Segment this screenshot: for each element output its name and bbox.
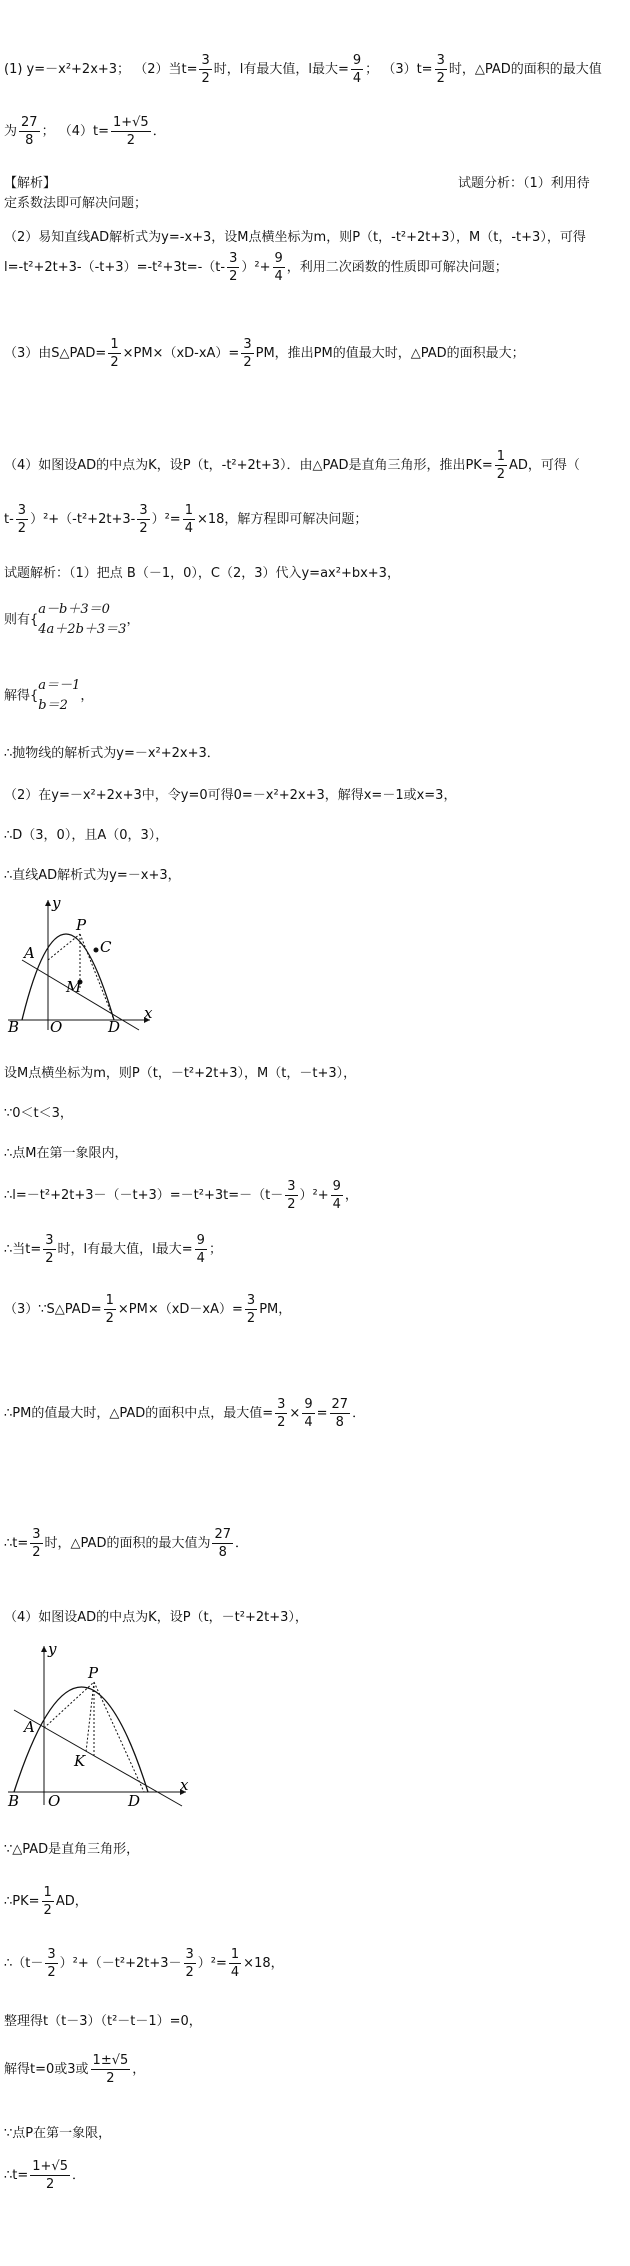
fraction: $\frac{1}{2}$ bbox=[496, 449, 506, 482]
fraction: $\frac{3}{2}$ bbox=[287, 1179, 296, 1212]
label-c: C bbox=[100, 938, 112, 956]
solution-line-5: （2）在y=－x²+2x+3中，令y=0可得0=－x²+2x+3，解得x=－1或x=3， bbox=[4, 788, 457, 803]
answer-part4-end: ． bbox=[152, 124, 166, 139]
answer-line-2 bbox=[4, 114, 166, 149]
solution-line-10: ∴点M在第一象限内， bbox=[4, 1146, 128, 1161]
fraction: $\frac{1+√5}{2}$ bbox=[32, 2159, 68, 2192]
solution-line-8: 设M点横坐标为m，则P（t，－t²+2t+3），M（t，－t+3）， bbox=[4, 1066, 357, 1081]
answer-part2-end: ； bbox=[365, 62, 379, 77]
solution-system-2: 解得{ a＝－1 b＝2 ， bbox=[4, 676, 93, 716]
answer-part3-text: （3）t= bbox=[382, 62, 433, 77]
solution-line-18: ∴PK= $\frac{1}{2}$ AD， bbox=[4, 1885, 88, 1918]
equation-system: a＝－1 b＝2 bbox=[38, 678, 81, 713]
fraction: $\frac{1}{4}$ bbox=[184, 503, 193, 536]
solution-line-21: 解得t=0或3或 $\frac{1\pm√5}{2}$ ， bbox=[4, 2053, 146, 2086]
answer-part3-text-c: 为 bbox=[4, 124, 18, 139]
fraction: $\frac{3}{2}$ bbox=[243, 337, 252, 370]
fraction: $\frac{3}{2}$ bbox=[32, 1527, 41, 1560]
answer-part3-text-b: 时，△PAD的面积的最大值 bbox=[448, 62, 602, 77]
parabola-curve bbox=[14, 1687, 148, 1792]
answer-part2-text: （2）当t= bbox=[134, 62, 198, 77]
solution-line-12: ∴当t= $\frac{3}{2}$ 时，l有最大值，l最大= $\frac{9}{4}$ ； bbox=[4, 1233, 222, 1266]
analysis-p2-line-2: l=-t²+2t+3-（-t+3）=-t²+3t=-（t- $\frac{3}{2}$ ）²+ $\frac{9}{4}$ ，利用二次函数的性质即可解决问题； bbox=[4, 251, 508, 284]
solution-line-11: ∴l=－t²+2t+3－（－t+3）=－t²+3t=－（t－ $\frac{3}{2}$ ）²+ $\frac{9}{4}$ ， bbox=[4, 1179, 358, 1212]
equation-system: a－b＋3＝0 4a＋2b＋3＝3 bbox=[38, 602, 127, 637]
solution-line-14: ∴PM的值最大时，△PAD的面积中点，最大值= $\frac{3}{2}$ × $\frac{9}{4}$ = $\frac{27}{8}$ ． bbox=[4, 1397, 366, 1430]
point-c bbox=[94, 948, 99, 953]
solution-line-23: ∴t= $\frac{1+√5}{2}$ ． bbox=[4, 2159, 85, 2192]
analysis-p3: （3）由S△PAD= $\frac{1}{2}$ ×PM×（xD-xA）= $\frac{3}{2}$ PM，推出PM的值最大时，△PAD的面积最大； bbox=[4, 337, 525, 370]
label-p: P bbox=[76, 916, 87, 934]
fraction: $\frac{1+√5}{2}$ bbox=[112, 115, 149, 148]
fraction: $\frac{1\pm√5}{2}$ bbox=[92, 2053, 129, 2086]
analysis-p4-line-2: t- $\frac{3}{2}$ ）²+（-t²+2t+3- $\frac{3}{2}$ ）²= $\frac{1}{4}$ ×18，解方程即可解决问题； bbox=[4, 503, 368, 536]
fraction: $\frac{3}{2}$ bbox=[277, 1397, 286, 1430]
label-m: M bbox=[66, 978, 82, 996]
solution-line-20: 整理得t（t－3）（t²－t－1）=0， bbox=[4, 2014, 202, 2029]
answer-part4-text: （4）t= bbox=[58, 124, 109, 139]
fraction: $\frac{1}{4}$ bbox=[230, 1947, 240, 1980]
fraction: $\frac{9}{4}$ bbox=[332, 1179, 341, 1212]
analysis-right: 试题分析：（1）利用待 bbox=[458, 176, 590, 191]
analysis-heading: 【解析】 bbox=[4, 176, 57, 191]
fraction: $\frac{1}{2}$ bbox=[110, 337, 119, 370]
solution-line-9: ∵0＜t＜3， bbox=[4, 1106, 73, 1121]
analysis-p2-line-1: （2）易知直线AD解析式为y=-x+3，设M点横坐标为m，则P（t，-t²+2t+3），M（t，-t+3），可得 bbox=[4, 230, 586, 245]
label-k: K bbox=[74, 1752, 86, 1770]
y-axis-arrow bbox=[41, 1646, 47, 1652]
label-d: D bbox=[108, 1018, 121, 1034]
analysis-p4-line-1: （4）如图设AD的中点为K，设P（t，-t²+2t+3）．由△PAD是直角三角形，推出PK= $\frac{1}{2}$ AD，可得（ bbox=[4, 449, 580, 482]
label-a: A bbox=[24, 1718, 35, 1736]
analysis-heading-line bbox=[4, 172, 56, 191]
segment-pd bbox=[94, 1682, 144, 1792]
parabola-graph-1 bbox=[4, 894, 154, 1034]
fraction: $\frac{27}{8}$ bbox=[331, 1397, 349, 1430]
fraction: $\frac{9}{4}$ bbox=[274, 251, 283, 284]
answer-part2-text-b: 时，l有最大值，l最大= bbox=[213, 62, 349, 77]
parabola-graph-2 bbox=[4, 1640, 194, 1810]
fraction: $\frac{27}{8}$ bbox=[21, 115, 38, 148]
fraction: $\frac{3}{2}$ bbox=[47, 1947, 56, 1980]
solution-line-7: ∴直线AD解析式为y=－x+3， bbox=[4, 868, 181, 883]
solution-line-6: ∴D（3，0），且A（0，3）， bbox=[4, 828, 169, 843]
label-o: O bbox=[50, 1018, 63, 1034]
fraction: $\frac{1}{2}$ bbox=[105, 1293, 114, 1326]
solution-line-15: ∴t= $\frac{3}{2}$ 时，△PAD的面积的最大值为 $\frac{27}{8}$ ． bbox=[4, 1527, 249, 1560]
label-d: D bbox=[128, 1792, 141, 1810]
label-y: y bbox=[52, 894, 61, 912]
label-b: B bbox=[8, 1018, 20, 1034]
label-y: y bbox=[48, 1640, 57, 1658]
solution-line-4: ∴抛物线的解析式为y=－x²+2x+3． bbox=[4, 746, 220, 761]
solution-line-17: ∵△PAD是直角三角形， bbox=[4, 1842, 140, 1857]
analysis-line-1: 定系数法即可解决问题； bbox=[4, 196, 148, 211]
solution-line-13: （3）∵S△PAD= $\frac{1}{2}$ ×PM×（xD－xA）= $\frac{3}{2}$ PM， bbox=[4, 1293, 292, 1326]
fraction: $\frac{3}{2}$ bbox=[246, 1293, 256, 1326]
label-o: O bbox=[48, 1792, 61, 1810]
fraction: $\frac{3}{2}$ bbox=[201, 53, 210, 86]
y-axis-arrow bbox=[45, 900, 51, 906]
fraction: $\frac{9}{4}$ bbox=[196, 1233, 205, 1266]
label-p: P bbox=[88, 1664, 99, 1682]
segment-pk bbox=[86, 1682, 94, 1752]
solution-line-1: 试题解析：（1）把点 B（－1，0），C（2，3）代入y=ax²+bx+3， bbox=[4, 566, 400, 581]
fraction: $\frac{27}{8}$ bbox=[214, 1527, 232, 1560]
segment-ap bbox=[44, 1682, 94, 1728]
solution-system-1: 则有{ a－b＋3＝0 4a＋2b＋3＝3 ， bbox=[4, 600, 139, 640]
fraction: $\frac{3}{2}$ bbox=[139, 503, 148, 536]
fraction: $\frac{9}{4}$ bbox=[352, 53, 362, 86]
solution-line-16: （4）如图设AD的中点为K，设P（t，－t²+2t+3）， bbox=[4, 1610, 308, 1625]
answer-line-1 bbox=[4, 52, 602, 87]
solution-line-22: ∵点P在第一象限， bbox=[4, 2126, 112, 2141]
answer-part3-end: ； bbox=[41, 124, 55, 139]
label-a: A bbox=[24, 944, 35, 962]
solution-line-19: ∴（t－ $\frac{3}{2}$ ）²+（－t²+2t+3－ $\frac{3}{2}$ ）²= $\frac{1}{4}$ ×18， bbox=[4, 1947, 284, 1980]
label-x: x bbox=[144, 1004, 153, 1022]
fraction: $\frac{1}{2}$ bbox=[43, 1885, 52, 1918]
fraction: $\frac{3}{2}$ bbox=[45, 1233, 54, 1266]
fraction: $\frac{3}{2}$ bbox=[17, 503, 27, 536]
label-x: x bbox=[180, 1776, 189, 1794]
fraction: $\frac{3}{2}$ bbox=[185, 1947, 194, 1980]
answer-part1: (1) y=－x²+2x+3； bbox=[4, 62, 131, 77]
fraction: $\frac{3}{2}$ bbox=[229, 251, 238, 284]
fraction: $\frac{3}{2}$ bbox=[436, 53, 445, 86]
label-b: B bbox=[8, 1792, 20, 1810]
fraction: $\frac{9}{4}$ bbox=[304, 1397, 313, 1430]
